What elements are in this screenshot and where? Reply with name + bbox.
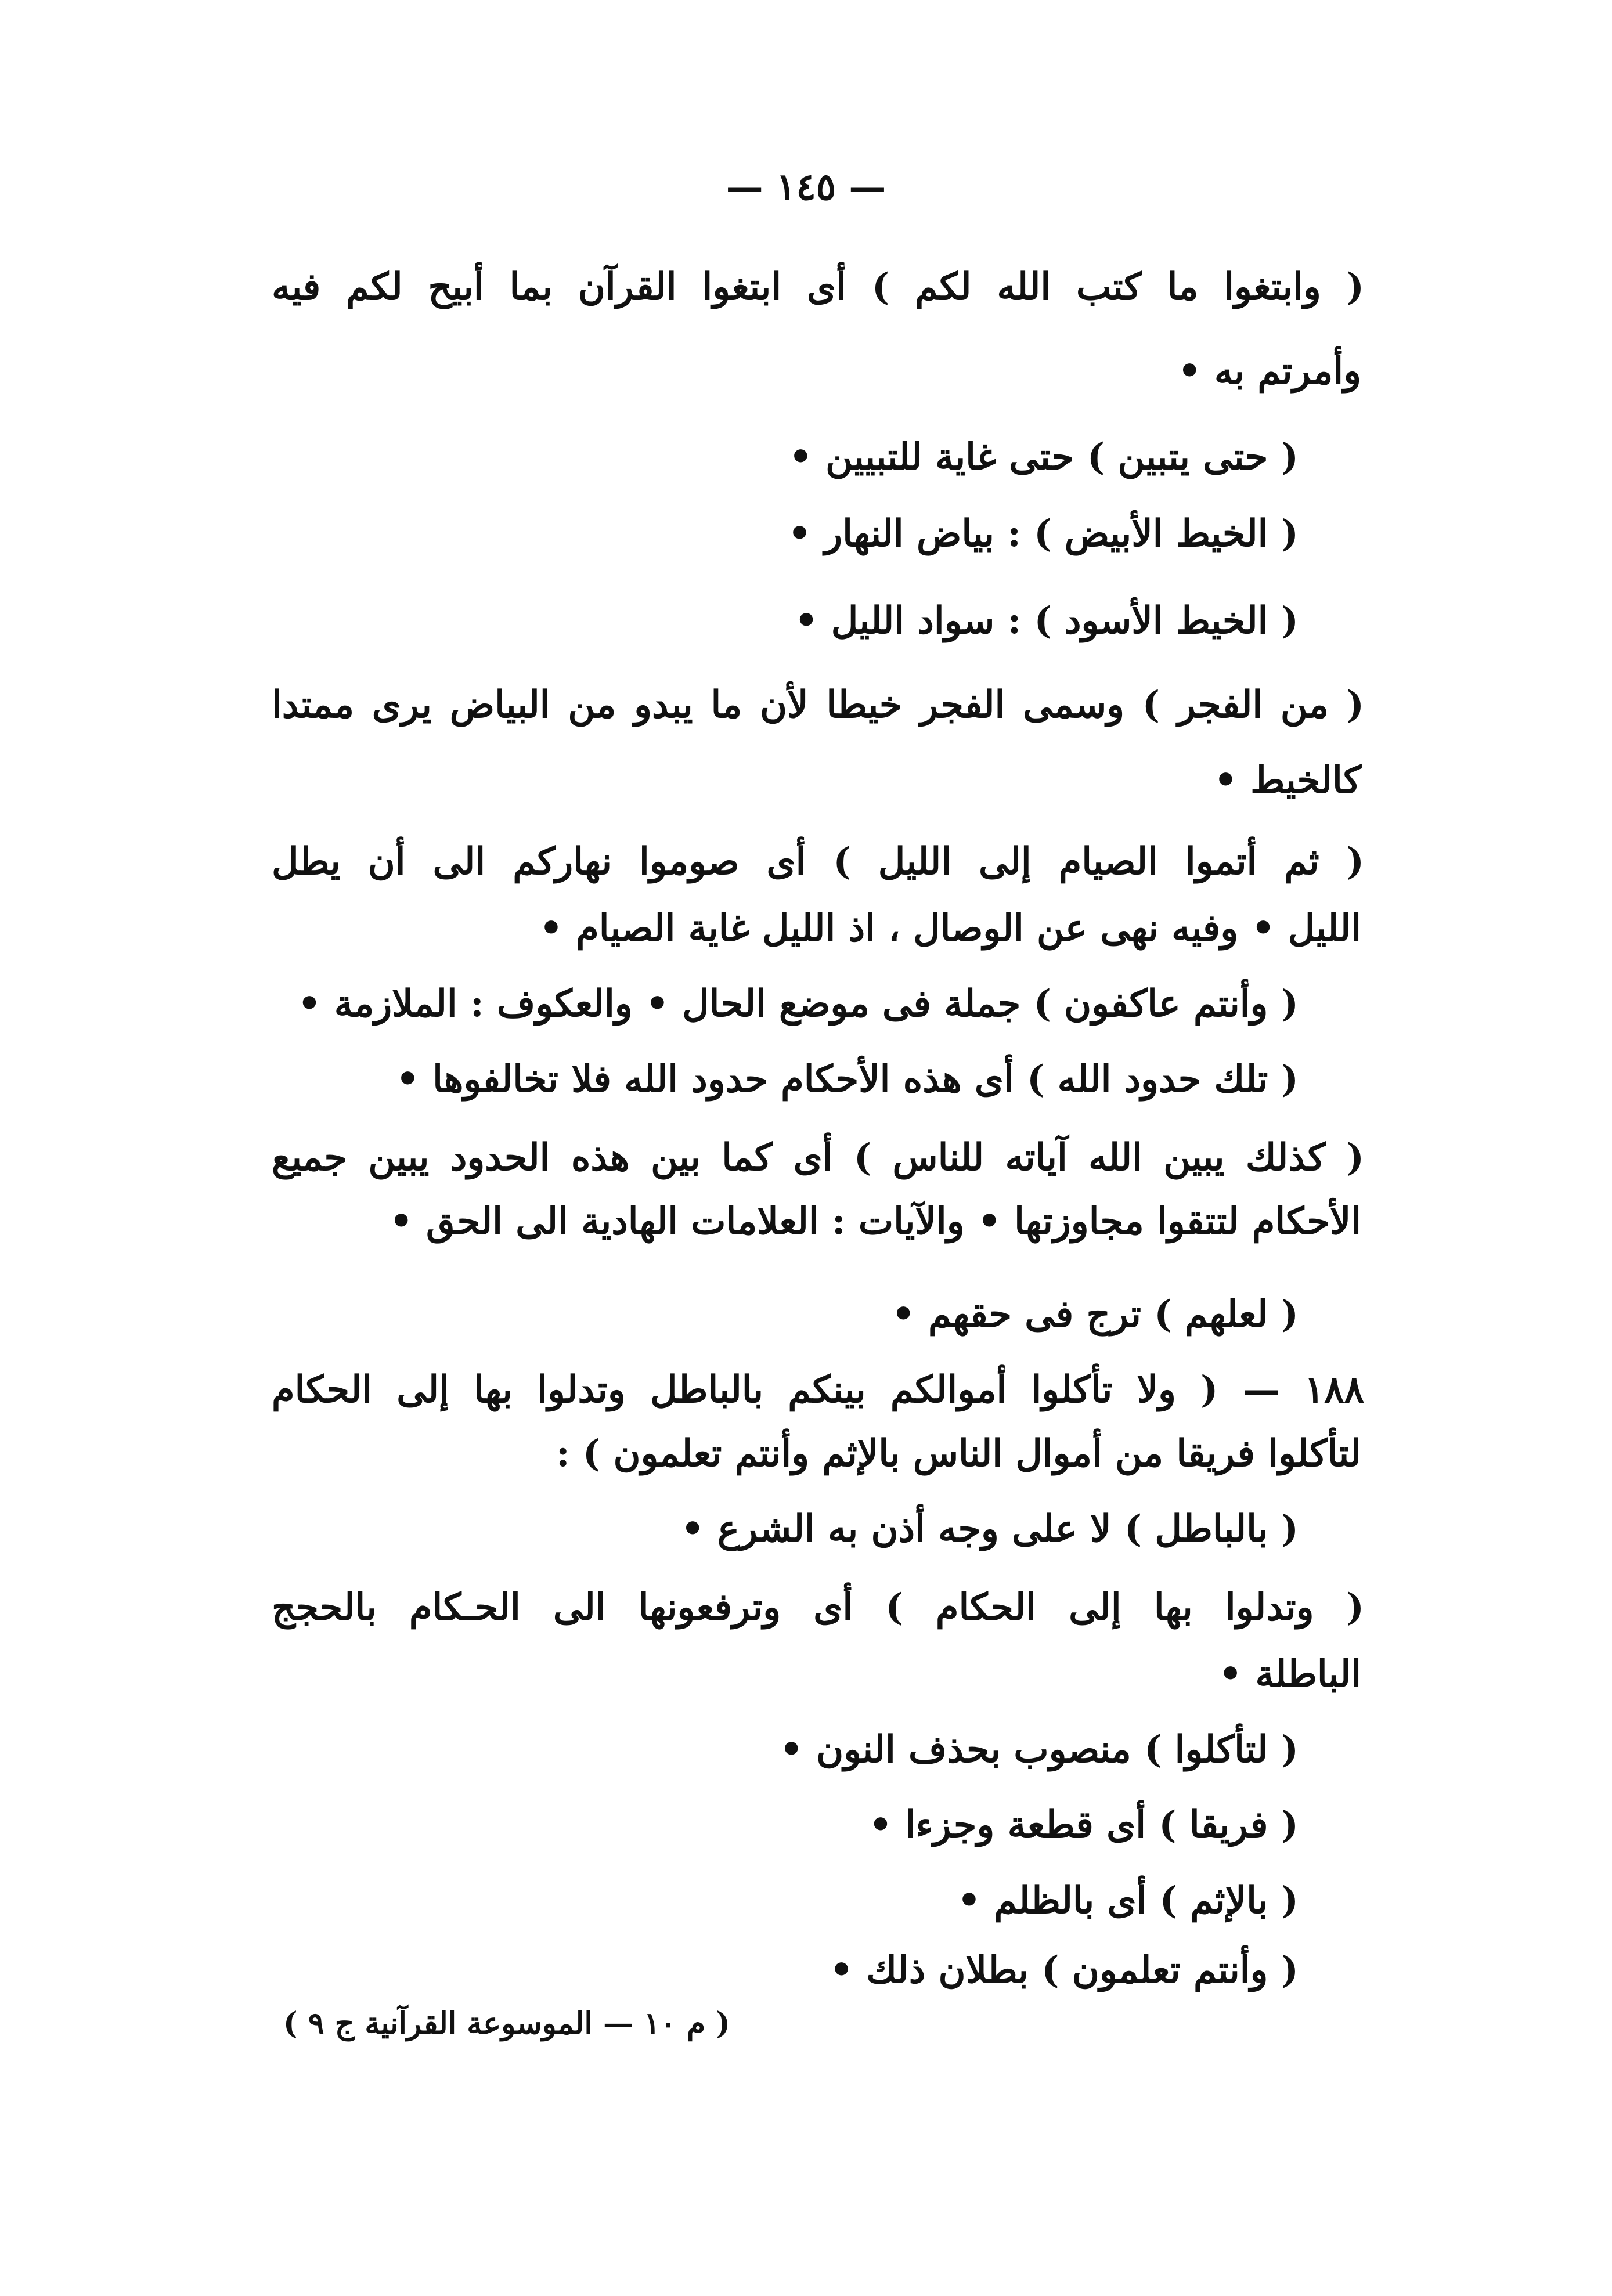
text-line: ١٨٨ — ( ولا تأكلوا أموالكم بينكم بالباطل وتدلوا بها إلى الحكام	[272, 1368, 1364, 1411]
text-line: الأحكام لتتقوا مجاوزتها • والآيات : العلامات الهادية الى الحق •	[389, 1200, 1361, 1243]
text-line: وأمرتم به •	[1177, 349, 1361, 393]
text-line: ( الخيط الأسود ) : سواد الليل •	[794, 599, 1299, 642]
text-line: ( وابتغوا ما كتب الله لكم ) أى ابتغوا القرآن بما أبيح لكم فيه	[272, 265, 1364, 309]
text-line: ( ثم أتموا الصيام إلى الليل ) أى صوموا نهاركم الى أن يطل	[272, 840, 1364, 883]
text-line: ( لعلهم ) ترج فى حقهم •	[891, 1293, 1299, 1336]
text-line: ( بالإثم ) أى بالظلم •	[957, 1879, 1299, 1922]
text-line: ( كذلك يبين الله آياته للناس ) أى كما بين هذه الحدود يبين جميع	[272, 1136, 1364, 1179]
text-line: ( تلك حدود الله ) أى هذه الأحكام حدود الله فلا تخالفوها •	[395, 1057, 1299, 1101]
text-line: لتأكلوا فريقا من أموال الناس بالإثم وأنتم تعلمون ) :	[556, 1432, 1361, 1475]
text-line: الباطلة •	[1218, 1652, 1361, 1696]
text-line: ( فريقا ) أى قطعة وجزءا •	[868, 1803, 1299, 1847]
text-line: ( حتى يتبين ) حتى غاية للتبيين •	[788, 435, 1299, 479]
text-line: ( وتدلوا بها إلى الحكام ) أى وترفعونها الى الحـكام بالحجج	[272, 1586, 1364, 1629]
page-number: — ١٤٥ —	[726, 165, 886, 209]
text-line: ( الخيط الأبيض ) : بياض النهار •	[787, 512, 1299, 555]
text-line: ( من الفجر ) وسمى الفجر خيطا لأن ما يبدو من البياض يرى ممتدا	[272, 683, 1364, 727]
text-line: ( بالباطل ) لا على وجه أذن به الشرع •	[680, 1507, 1299, 1551]
text-line: ( وأنتم تعلمون ) بطلان ذلك •	[830, 1948, 1299, 1992]
text-line: كالخيط •	[1213, 759, 1361, 802]
text-line: ( لتأكلوا ) منصوب بحذف النون •	[779, 1728, 1299, 1771]
text-line: الليل • وفيه نهى عن الوصال ، اذ الليل غاية الصيام •	[539, 907, 1361, 950]
page-footer: ( م ١٠ — الموسوعة القرآنية ج ٩ )	[283, 2006, 730, 2041]
text-line: ( وأنتم عاكفون ) جملة فى موضع الحال • والعكوف : الملازمة •	[297, 982, 1299, 1026]
